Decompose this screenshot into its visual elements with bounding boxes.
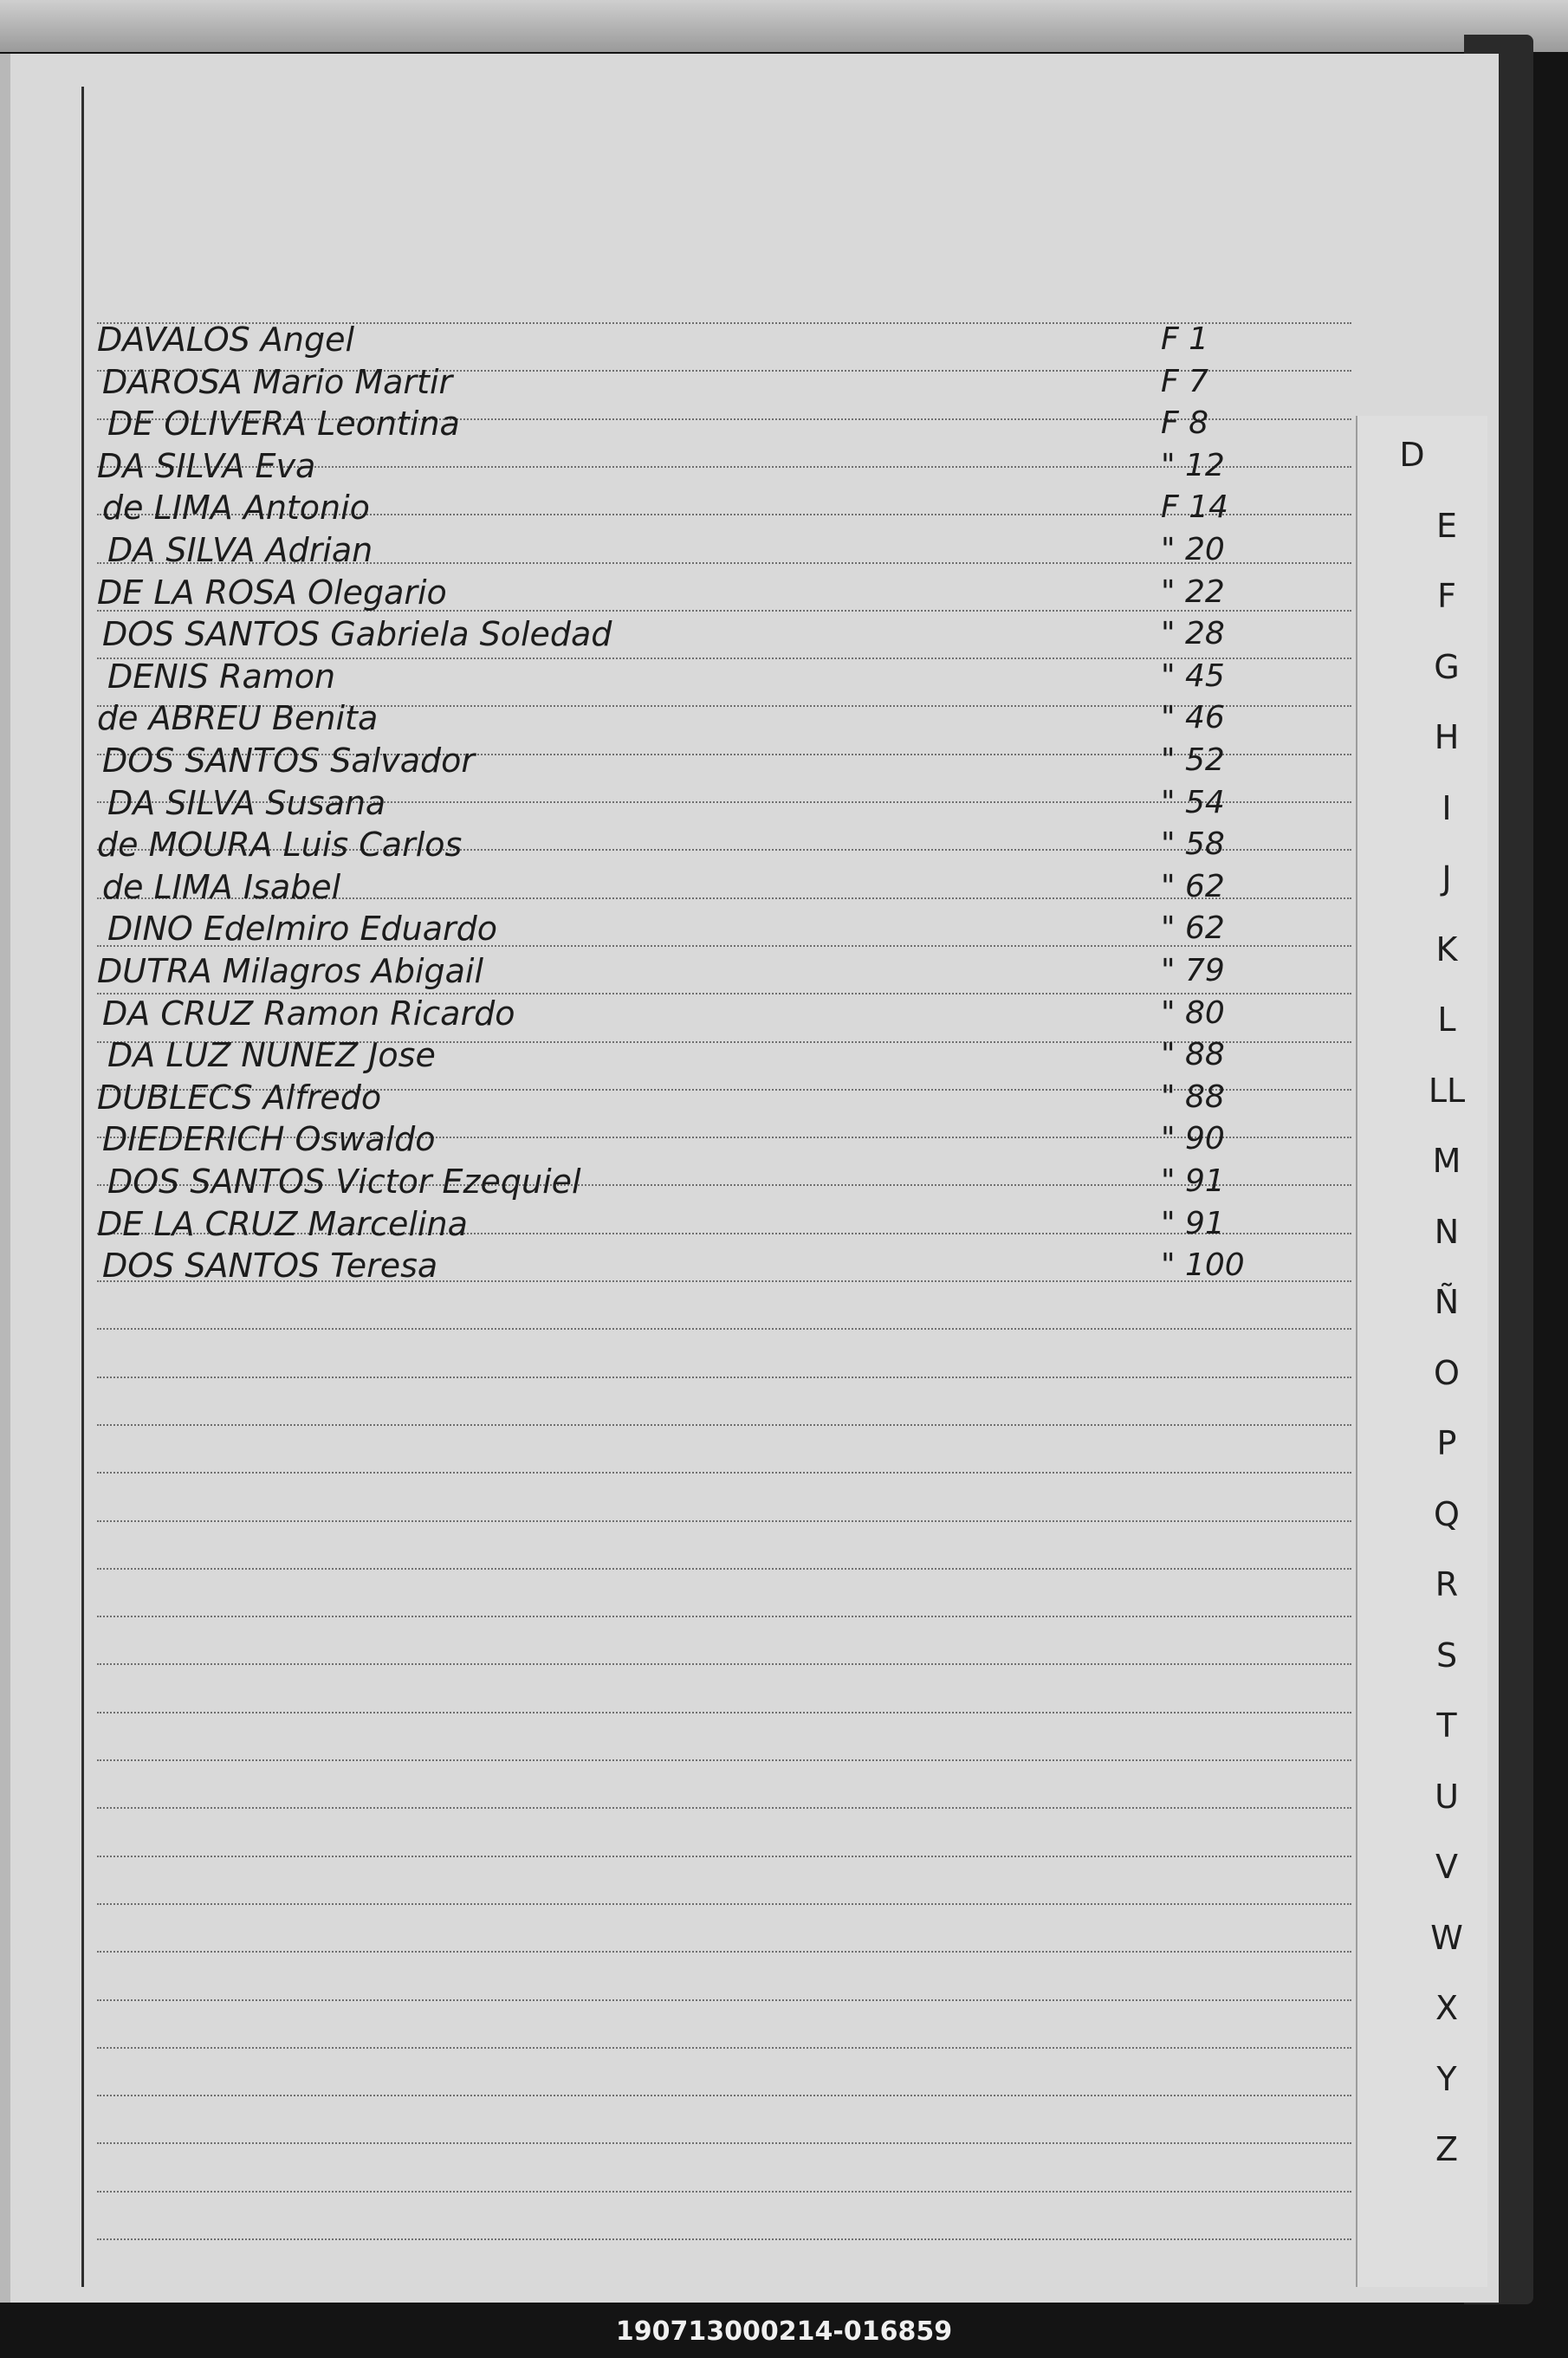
entry-folio: " 91 bbox=[1161, 1163, 1225, 1199]
ruled-line bbox=[97, 1472, 1351, 1474]
entry-folio: " 80 bbox=[1161, 994, 1225, 1031]
entry-folio: " 62 bbox=[1161, 910, 1225, 947]
entry-name: DE LA CRUZ Marcelina bbox=[97, 1204, 468, 1243]
tab-letter[interactable]: K bbox=[1435, 930, 1458, 968]
entry-folio: " 28 bbox=[1161, 616, 1225, 652]
tab-letter[interactable]: H bbox=[1434, 718, 1460, 756]
entry-name: DOS SANTOS Teresa bbox=[102, 1247, 438, 1286]
ruled-line bbox=[97, 1377, 1351, 1378]
entry-folio: " 54 bbox=[1161, 784, 1225, 820]
tab-letter[interactable]: J bbox=[1442, 859, 1452, 897]
entry-folio: " 46 bbox=[1161, 700, 1225, 736]
ruled-line bbox=[97, 1856, 1351, 1857]
entry-name: DA CRUZ Ramon Ricardo bbox=[102, 994, 515, 1033]
entry-folio: F 14 bbox=[1161, 489, 1228, 526]
entry-name: DAVALOS Angel bbox=[97, 321, 355, 359]
tab-letter[interactable]: M bbox=[1432, 1142, 1461, 1180]
page-binding-edge bbox=[0, 54, 10, 2303]
entry-name: DA SILVA Susana bbox=[107, 783, 386, 822]
tab-letter[interactable]: O bbox=[1434, 1353, 1460, 1392]
entry-folio: " 58 bbox=[1161, 826, 1225, 863]
tab-letter[interactable]: I bbox=[1442, 788, 1452, 827]
tab-letter[interactable]: X bbox=[1435, 1989, 1459, 2027]
entry-folio: " 52 bbox=[1161, 742, 1225, 778]
ruled-line bbox=[97, 1568, 1351, 1570]
entry-name: DE OLIVERA Leontina bbox=[107, 405, 460, 444]
tab-letter[interactable]: L bbox=[1437, 1001, 1456, 1039]
entry-folio: " 20 bbox=[1161, 532, 1225, 567]
tab-letter[interactable]: S bbox=[1435, 1636, 1458, 1675]
tab-letter[interactable]: D bbox=[1399, 436, 1425, 474]
tab-letter[interactable]: N bbox=[1434, 1212, 1460, 1251]
ruled-line bbox=[97, 2142, 1351, 2144]
ruled-line bbox=[97, 1903, 1351, 1905]
ruled-line bbox=[97, 2238, 1351, 2240]
entry-folio: " 22 bbox=[1161, 573, 1225, 610]
ruled-line bbox=[97, 1328, 1351, 1330]
entry-folio: " 88 bbox=[1161, 1037, 1225, 1073]
entry-name: DA SILVA Adrian bbox=[107, 531, 373, 569]
ruled-line bbox=[97, 1663, 1351, 1665]
image-id-caption: 190713000214-016859 bbox=[615, 2316, 953, 2347]
ruled-line bbox=[97, 2047, 1351, 2049]
entry-folio: " 91 bbox=[1161, 1205, 1225, 1241]
tab-letter[interactable]: LL bbox=[1428, 1071, 1466, 1110]
margin-line bbox=[81, 87, 84, 2287]
ruled-line bbox=[97, 1520, 1351, 1522]
ruled-line bbox=[97, 1424, 1351, 1426]
entry-folio: " 62 bbox=[1161, 868, 1225, 904]
entry-folio: F 8 bbox=[1161, 405, 1209, 442]
ruled-line bbox=[97, 1759, 1351, 1761]
ruled-line bbox=[97, 1807, 1351, 1809]
tab-letter[interactable]: E bbox=[1435, 506, 1457, 545]
entry-name: DA LUZ NUNEZ Jose bbox=[107, 1036, 436, 1075]
ruled-line bbox=[97, 1712, 1351, 1713]
ruled-line bbox=[97, 1616, 1351, 1617]
ruled-line bbox=[97, 1951, 1351, 1953]
entry-folio: " 100 bbox=[1161, 1247, 1245, 1284]
ruled-line bbox=[97, 2095, 1351, 2096]
entry-name: DAROSA Mario Martir bbox=[102, 362, 453, 401]
entry-name: DENIS Ramon bbox=[107, 657, 336, 696]
entry-name: DIEDERICH Oswaldo bbox=[102, 1120, 436, 1159]
ruled-line bbox=[97, 1999, 1351, 2001]
entry-name: DUBLECS Alfredo bbox=[97, 1078, 382, 1117]
entry-name: de LIMA Antonio bbox=[102, 489, 370, 528]
tab-letter[interactable]: V bbox=[1435, 1848, 1458, 1886]
entry-name: DOS SANTOS Victor Ezequiel bbox=[107, 1163, 581, 1201]
tab-letter[interactable]: Ñ bbox=[1434, 1283, 1460, 1321]
entry-folio: " 90 bbox=[1161, 1121, 1225, 1157]
tab-letter[interactable]: T bbox=[1436, 1707, 1457, 1745]
entry-name: de MOURA Luis Carlos bbox=[97, 826, 463, 865]
tab-letter[interactable]: U bbox=[1435, 1777, 1459, 1816]
entry-name: de LIMA Isabel bbox=[102, 867, 341, 906]
scan-background bbox=[0, 0, 1568, 52]
tab-letter[interactable]: R bbox=[1435, 1565, 1459, 1603]
ruled-line bbox=[97, 2191, 1351, 2193]
entry-name: DA SILVA Eva bbox=[97, 446, 316, 485]
entry-folio: " 88 bbox=[1161, 1079, 1225, 1115]
entry-folio: " 79 bbox=[1161, 953, 1225, 988]
entry-name: DINO Edelmiro Eduardo bbox=[107, 910, 497, 949]
entry-folio: F 7 bbox=[1161, 363, 1209, 399]
tab-letter[interactable]: Z bbox=[1435, 2130, 1459, 2168]
entry-name: DE LA ROSA Olegario bbox=[97, 573, 447, 612]
entry-name: DUTRA Milagros Abigail bbox=[97, 952, 484, 990]
entry-folio: F 1 bbox=[1161, 321, 1209, 357]
tab-letter[interactable]: G bbox=[1434, 647, 1460, 686]
tab-letter[interactable]: P bbox=[1436, 1424, 1457, 1462]
tab-letter[interactable]: F bbox=[1437, 577, 1456, 615]
tab-letter[interactable]: W bbox=[1430, 1918, 1463, 1957]
entry-name: DOS SANTOS Gabriela Soledad bbox=[102, 615, 612, 654]
entry-name: de ABREU Benita bbox=[97, 699, 379, 738]
tab-letter[interactable]: Q bbox=[1434, 1494, 1460, 1533]
entry-folio: " 12 bbox=[1161, 447, 1225, 483]
tab-letter[interactable]: Y bbox=[1436, 2059, 1457, 2098]
entry-name: DOS SANTOS Salvador bbox=[102, 742, 475, 780]
entry-folio: " 45 bbox=[1161, 658, 1225, 694]
